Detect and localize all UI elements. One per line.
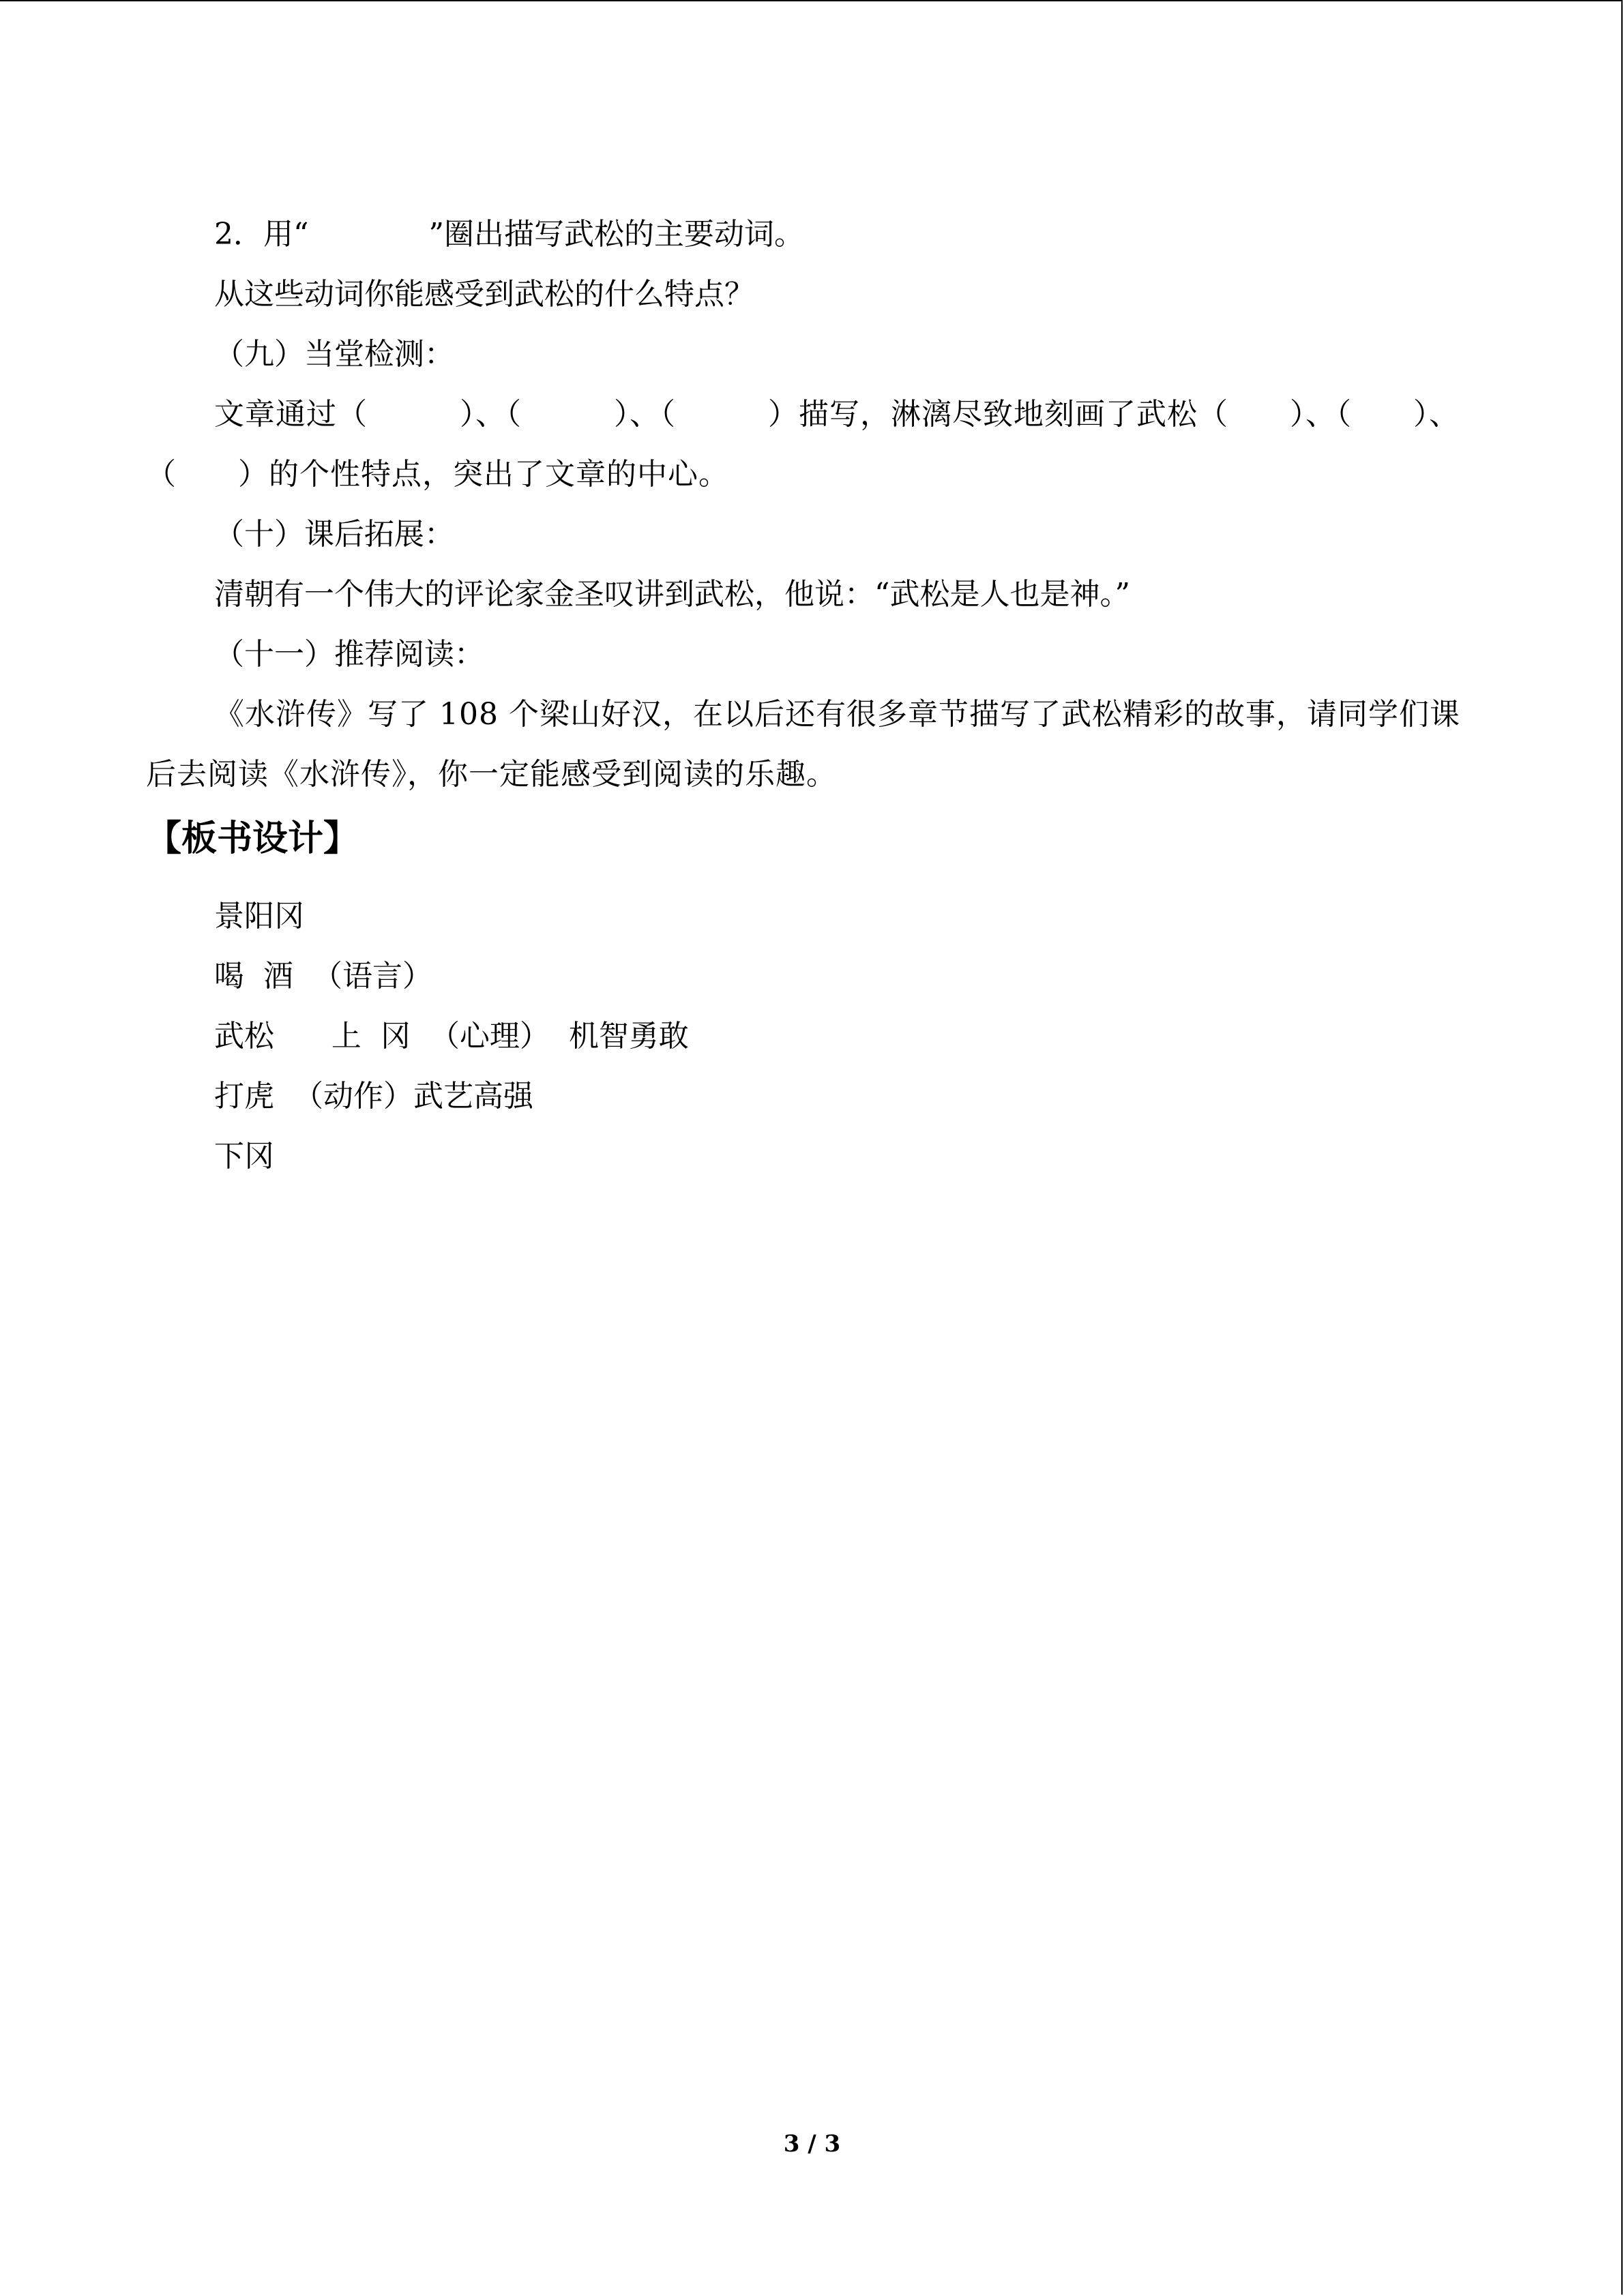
extension-line: 清朝有一个伟大的评论家金圣叹讲到武松，他说：“武松是人也是神。”	[214, 577, 1130, 612]
board-design	[146, 886, 1476, 1187]
question-line: 2．用“ ”圈出描写武松的主要动词。	[214, 217, 804, 252]
board-line: 喝 酒 （语言）	[214, 959, 432, 994]
section-heading-10: （十）课后拓展：	[214, 517, 454, 552]
question-line: 从这些动词你能感受到武松的什么特点？	[214, 277, 754, 312]
board-line: 下冈	[214, 1139, 274, 1174]
page-number: 3 / 3	[783, 2130, 841, 2158]
board-design-heading: 【板书设计】	[146, 818, 359, 859]
reading-paragraph: 《水浒传》写了 108 个梁山好汉，在以后还有很多章节描写了武松精彩的故事，请同学们课后去阅读《水浒传》，你一定能感受到阅读的乐趣。	[146, 697, 1460, 792]
section-heading-11: （十一）推荐阅读：	[214, 637, 484, 672]
test-paragraph: 文章通过（ ）、（ ）、（ ）描写，淋漓尽致地刻画了武松（ ）、（ ）、（ ）的个性特点，突出了文章的中心。	[146, 397, 1460, 492]
board-line: 武松 上 冈 （心理） 机智勇敢	[214, 1019, 689, 1054]
board-line: 打虎 （动作）武艺高强	[214, 1079, 533, 1114]
section-heading-9: （九）当堂检测：	[214, 337, 454, 372]
document-body	[146, 205, 1476, 1187]
board-line: 景阳冈	[214, 899, 304, 934]
